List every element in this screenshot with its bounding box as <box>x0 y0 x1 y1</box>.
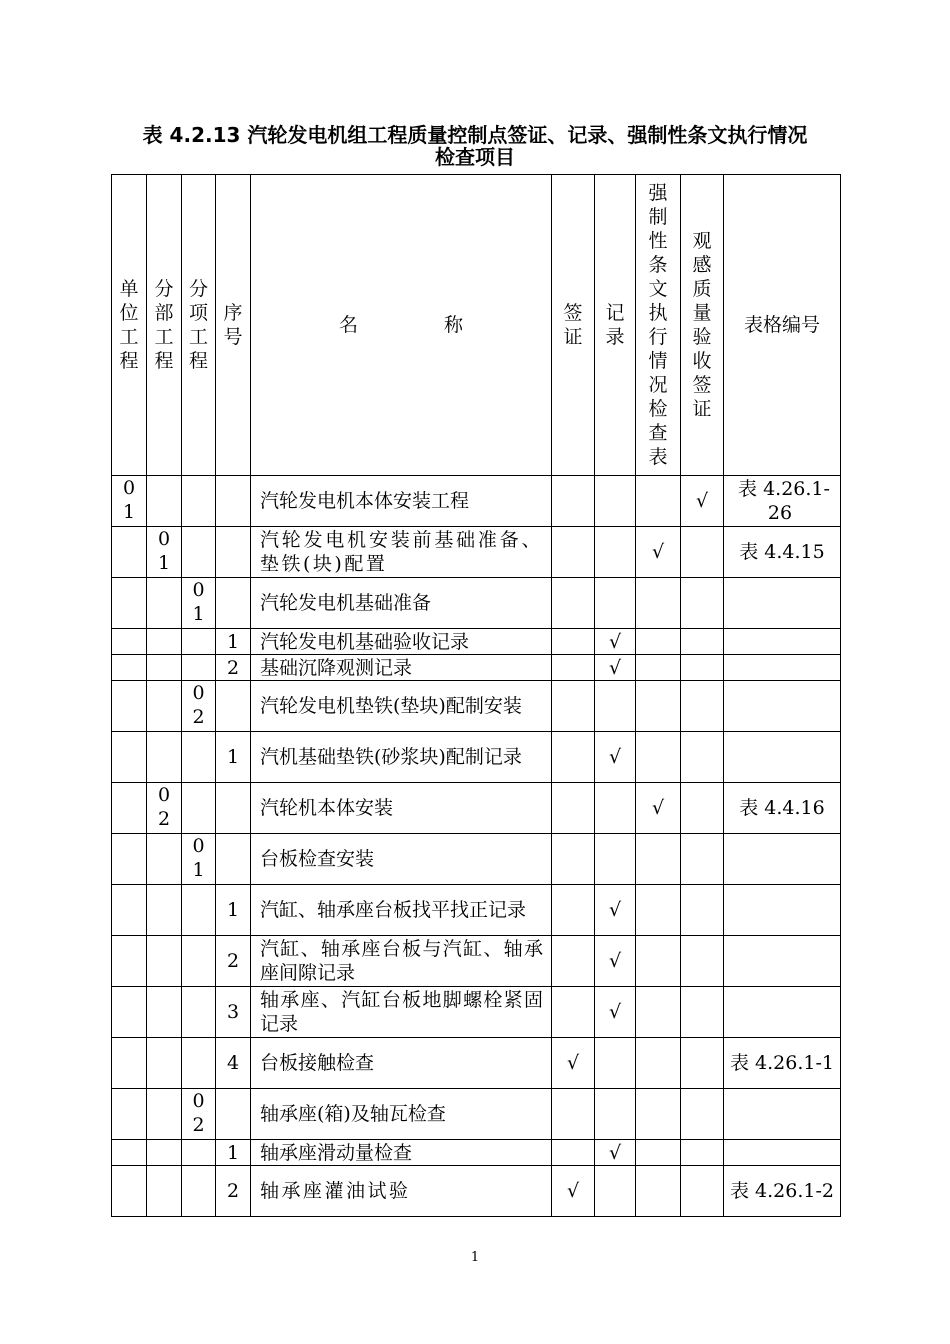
visual-cell: √ <box>681 476 724 527</box>
table-row <box>112 732 841 783</box>
seq-cell <box>216 578 251 629</box>
mandatory-cell <box>636 681 681 732</box>
unit-cell <box>112 834 147 885</box>
form-cell: 表 4.4.16 <box>724 783 841 834</box>
form-cell: 表 4.26.1-2 <box>724 1166 841 1217</box>
header-form: 表格编号 <box>724 175 841 476</box>
mandatory-cell <box>636 987 681 1038</box>
header-subitem: 分项工程 <box>182 175 216 476</box>
division-cell <box>147 1089 182 1140</box>
record-cell <box>595 681 636 732</box>
visual-cell <box>681 885 724 936</box>
mandatory-cell <box>636 885 681 936</box>
division-cell: 02 <box>147 783 182 834</box>
unit-cell <box>112 629 147 655</box>
form-cell <box>724 885 841 936</box>
subitem-cell <box>182 885 216 936</box>
seq-cell <box>216 476 251 527</box>
division-cell <box>147 885 182 936</box>
division-cell <box>147 1140 182 1166</box>
table-row <box>112 527 841 578</box>
seq-cell: 2 <box>216 655 251 681</box>
record-cell: √ <box>595 987 636 1038</box>
table-row <box>112 1038 841 1089</box>
subitem-cell <box>182 476 216 527</box>
mandatory-cell <box>636 936 681 987</box>
subitem-cell <box>182 655 216 681</box>
form-cell: 表 4.26.1-1 <box>724 1038 841 1089</box>
unit-cell <box>112 655 147 681</box>
unit-cell <box>112 681 147 732</box>
form-cell <box>724 629 841 655</box>
header-unit: 单位工程 <box>112 175 147 476</box>
table-row <box>112 1166 841 1217</box>
unit-cell <box>112 732 147 783</box>
visual-cell <box>681 1166 724 1217</box>
table-row <box>112 629 841 655</box>
name-cell: 汽轮机本体安装 <box>251 783 552 834</box>
sign-cell <box>552 783 595 834</box>
visual-cell <box>681 578 724 629</box>
sign-cell <box>552 1089 595 1140</box>
subitem-cell <box>182 527 216 578</box>
unit-cell <box>112 1166 147 1217</box>
sign-cell <box>552 936 595 987</box>
record-cell <box>595 578 636 629</box>
mandatory-cell: √ <box>636 527 681 578</box>
mandatory-cell <box>636 655 681 681</box>
seq-cell <box>216 527 251 578</box>
record-cell <box>595 476 636 527</box>
sign-cell <box>552 1140 595 1166</box>
visual-cell <box>681 527 724 578</box>
seq-cell: 2 <box>216 1166 251 1217</box>
sign-cell <box>552 527 595 578</box>
form-cell: 表 4.26.1-26 <box>724 476 841 527</box>
visual-cell <box>681 629 724 655</box>
seq-cell <box>216 783 251 834</box>
name-cell: 汽轮发电机基础准备 <box>251 578 552 629</box>
name-cell: 汽轮发电机安装前基础准备、垫铁(块)配置 <box>251 527 552 578</box>
record-cell <box>595 527 636 578</box>
sign-cell <box>552 681 595 732</box>
table-row <box>112 681 841 732</box>
name-cell: 基础沉降观测记录 <box>251 655 552 681</box>
visual-cell <box>681 936 724 987</box>
name-cell: 轴承座(箱)及轴瓦检查 <box>251 1089 552 1140</box>
subitem-cell <box>182 629 216 655</box>
unit-cell <box>112 1089 147 1140</box>
record-cell: √ <box>595 629 636 655</box>
header-row <box>112 175 841 476</box>
form-cell <box>724 987 841 1038</box>
table-row <box>112 834 841 885</box>
mandatory-cell <box>636 1089 681 1140</box>
unit-cell <box>112 885 147 936</box>
seq-cell: 3 <box>216 987 251 1038</box>
form-cell <box>724 1140 841 1166</box>
seq-cell: 1 <box>216 732 251 783</box>
sign-cell <box>552 578 595 629</box>
form-cell <box>724 1089 841 1140</box>
division-cell <box>147 578 182 629</box>
unit-cell <box>112 987 147 1038</box>
unit-cell <box>112 527 147 578</box>
table-row <box>112 885 841 936</box>
table-row <box>112 1089 841 1140</box>
name-cell: 汽缸、轴承座台板找平找正记录 <box>251 885 552 936</box>
visual-cell <box>681 1089 724 1140</box>
form-cell <box>724 732 841 783</box>
subitem-cell <box>182 732 216 783</box>
subitem-cell: 02 <box>182 1089 216 1140</box>
seq-cell: 1 <box>216 885 251 936</box>
visual-cell <box>681 1038 724 1089</box>
record-cell: √ <box>595 885 636 936</box>
subitem-cell <box>182 1038 216 1089</box>
division-cell <box>147 732 182 783</box>
subitem-cell: 01 <box>182 834 216 885</box>
title-line-1: 表 4.2.13 汽轮发电机组工程质量控制点签证、记录、强制性条文执行情况 <box>142 123 808 147</box>
seq-cell <box>216 1089 251 1140</box>
table-row <box>112 987 841 1038</box>
unit-cell <box>112 1140 147 1166</box>
name-cell: 汽轮发电机基础验收记录 <box>251 629 552 655</box>
mandatory-cell: √ <box>636 783 681 834</box>
sign-cell: √ <box>552 1038 595 1089</box>
mandatory-cell <box>636 476 681 527</box>
subitem-cell <box>182 936 216 987</box>
division-cell <box>147 629 182 655</box>
header-mandatory: 强制性条文执行情况检查表 <box>636 175 681 476</box>
unit-cell <box>112 936 147 987</box>
table-row <box>112 936 841 987</box>
header-visual: 观感质量验收签证 <box>681 175 724 476</box>
seq-cell: 2 <box>216 936 251 987</box>
record-cell: √ <box>595 655 636 681</box>
name-cell: 汽轮发电机本体安装工程 <box>251 476 552 527</box>
header-name: 名 称 <box>251 175 552 476</box>
visual-cell <box>681 732 724 783</box>
header-division: 分部工程 <box>147 175 182 476</box>
seq-cell <box>216 681 251 732</box>
visual-cell <box>681 681 724 732</box>
record-cell: √ <box>595 936 636 987</box>
division-cell <box>147 655 182 681</box>
table-row <box>112 655 841 681</box>
division-cell <box>147 1038 182 1089</box>
form-cell <box>724 655 841 681</box>
division-cell: 01 <box>147 527 182 578</box>
name-cell: 汽轮发电机垫铁(垫块)配制安装 <box>251 681 552 732</box>
quality-control-table <box>111 174 841 1217</box>
mandatory-cell <box>636 1038 681 1089</box>
record-cell <box>595 834 636 885</box>
sign-cell <box>552 885 595 936</box>
name-cell: 轴承座、汽缸台板地脚螺栓紧固记录 <box>251 987 552 1038</box>
division-cell <box>147 681 182 732</box>
seq-cell <box>216 834 251 885</box>
record-cell <box>595 1166 636 1217</box>
table-row <box>112 1140 841 1166</box>
name-cell: 轴承座灌油试验 <box>251 1166 552 1217</box>
header-sign: 签证 <box>552 175 595 476</box>
table-row <box>112 476 841 527</box>
unit-cell <box>112 1038 147 1089</box>
mandatory-cell <box>636 578 681 629</box>
subitem-cell: 01 <box>182 578 216 629</box>
subitem-cell: 02 <box>182 681 216 732</box>
record-cell: √ <box>595 1140 636 1166</box>
mandatory-cell <box>636 1166 681 1217</box>
name-cell: 汽机基础垫铁(砂浆块)配制记录 <box>251 732 552 783</box>
unit-cell <box>112 783 147 834</box>
record-cell <box>595 783 636 834</box>
table-row <box>112 578 841 629</box>
record-cell <box>595 1089 636 1140</box>
sign-cell <box>552 732 595 783</box>
form-cell <box>724 578 841 629</box>
name-cell: 汽缸、轴承座台板与汽缸、轴承座间隙记录 <box>251 936 552 987</box>
division-cell <box>147 834 182 885</box>
unit-cell: 01 <box>112 476 147 527</box>
division-cell <box>147 1166 182 1217</box>
mandatory-cell <box>636 1140 681 1166</box>
document-title <box>100 122 850 170</box>
sign-cell <box>552 655 595 681</box>
division-cell <box>147 476 182 527</box>
sign-cell <box>552 834 595 885</box>
table-row <box>112 783 841 834</box>
page-number: 1 <box>470 1250 480 1265</box>
division-cell <box>147 987 182 1038</box>
record-cell <box>595 1038 636 1089</box>
subitem-cell <box>182 1140 216 1166</box>
visual-cell <box>681 655 724 681</box>
division-cell <box>147 936 182 987</box>
visual-cell <box>681 834 724 885</box>
unit-cell <box>112 578 147 629</box>
title-line-2: 检查项目 <box>435 145 515 169</box>
seq-cell: 1 <box>216 629 251 655</box>
visual-cell <box>681 987 724 1038</box>
mandatory-cell <box>636 732 681 783</box>
seq-cell: 4 <box>216 1038 251 1089</box>
sign-cell <box>552 476 595 527</box>
subitem-cell <box>182 783 216 834</box>
mandatory-cell <box>636 834 681 885</box>
form-cell: 表 4.4.15 <box>724 527 841 578</box>
name-cell: 台板接触检查 <box>251 1038 552 1089</box>
record-cell: √ <box>595 732 636 783</box>
header-record: 记录 <box>595 175 636 476</box>
subitem-cell <box>182 1166 216 1217</box>
subitem-cell <box>182 987 216 1038</box>
form-cell <box>724 936 841 987</box>
sign-cell <box>552 629 595 655</box>
seq-cell: 1 <box>216 1140 251 1166</box>
form-cell <box>724 681 841 732</box>
header-seq: 序号 <box>216 175 251 476</box>
mandatory-cell <box>636 629 681 655</box>
name-cell: 台板检查安装 <box>251 834 552 885</box>
sign-cell: √ <box>552 1166 595 1217</box>
sign-cell <box>552 987 595 1038</box>
visual-cell <box>681 783 724 834</box>
name-cell: 轴承座滑动量检查 <box>251 1140 552 1166</box>
form-cell <box>724 834 841 885</box>
visual-cell <box>681 1140 724 1166</box>
